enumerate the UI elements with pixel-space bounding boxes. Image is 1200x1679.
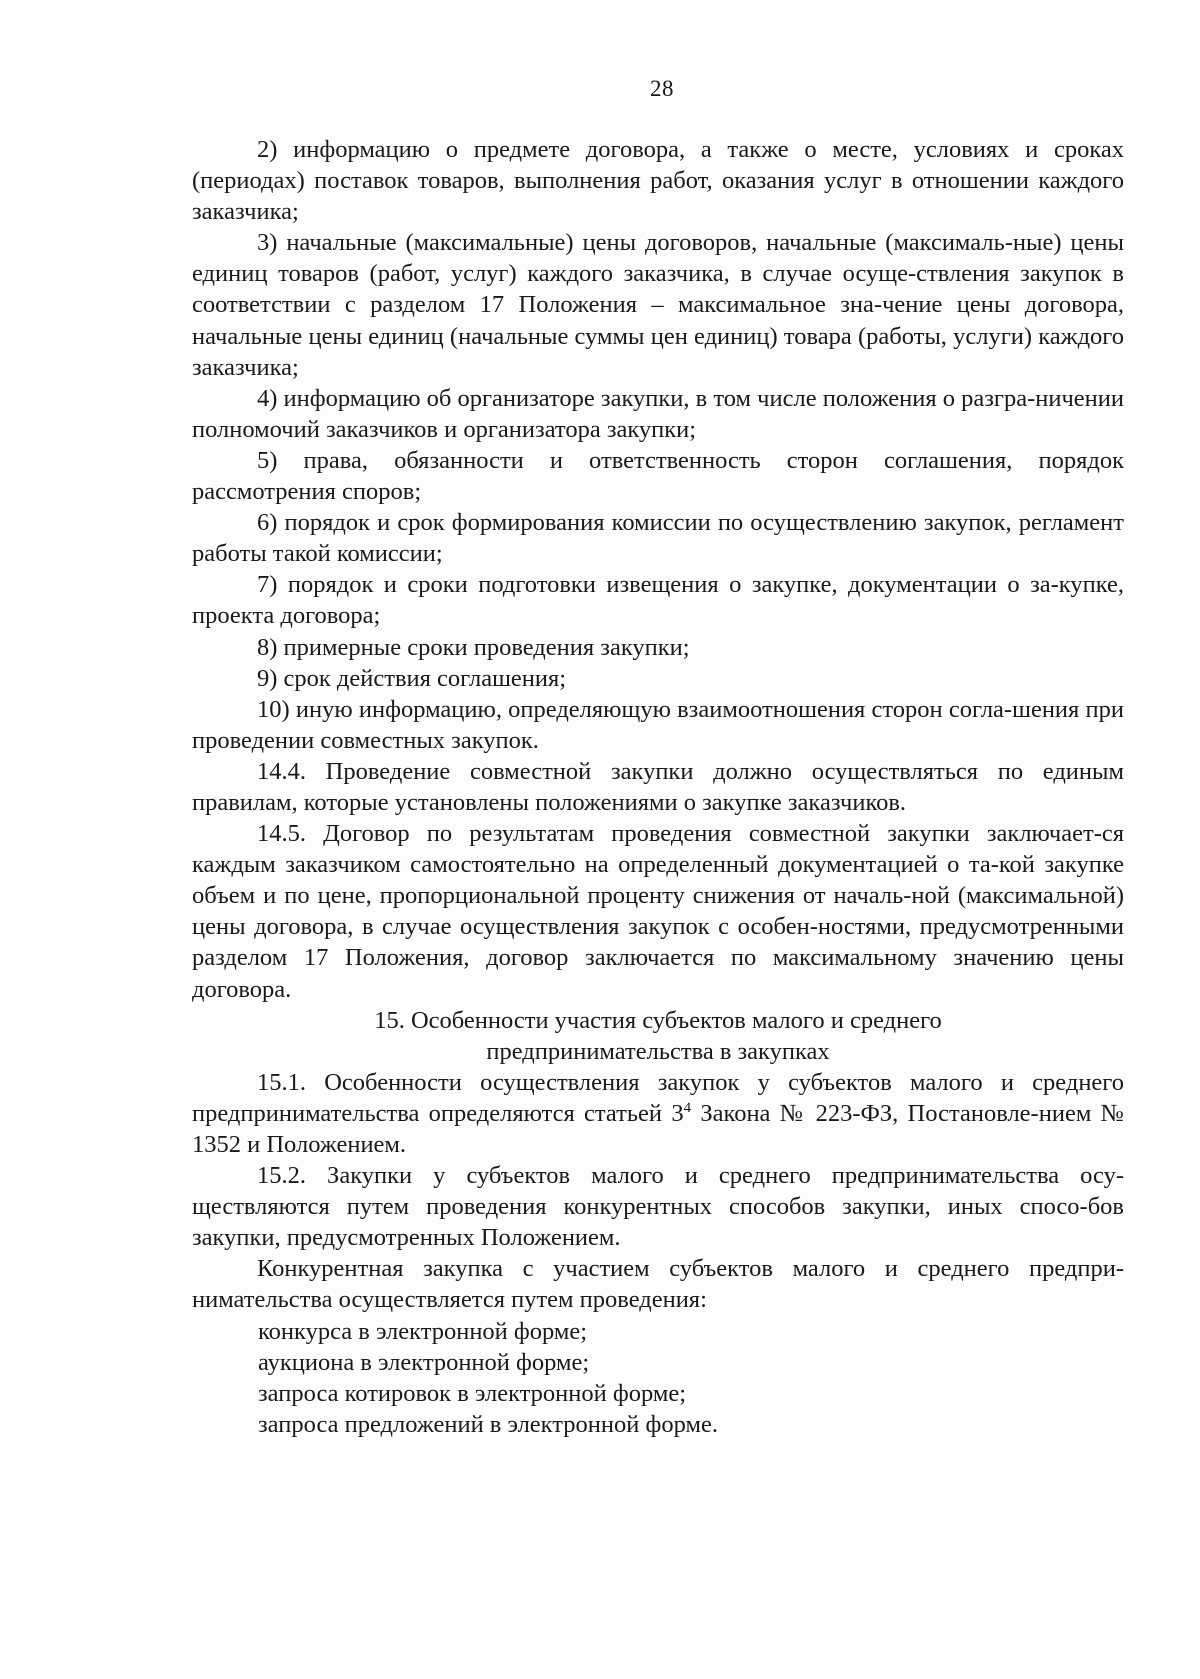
paragraph-item-6: 6) порядок и срок формирования комиссии по осуществлению закупок, регламент работы такой комиссии; [192, 509, 1124, 568]
page-number: 28 [650, 76, 674, 101]
paragraph-item-7: 7) порядок и сроки подготовки извещения о закупке, документации о за-купке, проекта договора; [192, 571, 1124, 630]
paragraph-15-1-text-start: 15.1. Особенности осуществления закупок у субъектов малого и среднего предпринимательства определяются статьей 3 [192, 1068, 1124, 1127]
paragraph-item-5: 5) права, обязанности и ответственность сторон соглашения, порядок рассмотрения споров; [192, 446, 1124, 506]
paragraph-14-5: 14.5. Договор по результатам проведения совместной закупки заключает-ся каждым заказчиком самостоятельно на определенный документацией о та-кой закупке объем и по цене, пропорциональной проценту снижения от началь-ной (максимальной) цены договора, в случае осуществления закупок с особен-ностями, предусмотренными разделом 17 Положения, договор заключается по максимальному значению цены договора. [192, 820, 1124, 1003]
article-superscript: 4 [683, 1099, 692, 1116]
paragraph-item-10: 10) иную информацию, определяющую взаимоотношения сторон согла-шения при проведении совместных закупок. [192, 695, 1124, 754]
paragraph-14-4: 14.4. Проведение совместной закупки должно осуществляться по единым правилам, которые установлены положениями о закупке заказчиков. [192, 757, 1124, 816]
list-item: конкурса в электронной форме; [258, 1317, 588, 1345]
section-15-heading [192, 1005, 1124, 1067]
paragraph-item-2: 2) информацию о предмете договора, а также о месте, условиях и сроках (периодах) поставок товаров, выполнения работ, оказания услуг в отношении каждого заказчика; [192, 136, 1124, 226]
paragraph-item-3: 3) начальные (максимальные) цены договоров, начальные (максималь-ные) цены единиц товаров (работ, услуг) каждого заказчика, в случае осуще-ствления закупок в соответствии с разделом 17 Положения – максимальное зна-чение цены договора, начальные цены единиц (начальные суммы цен единиц) товара (работы, услуги) каждого заказчика; [192, 229, 1124, 381]
list-item: запроса предложений в электронной форме. [258, 1410, 718, 1438]
paragraph-15-1 [192, 1067, 1124, 1160]
paragraph-competitive-procurement: Конкурентная закупка с участием субъектов малого и среднего предпри-нимательства осуществляется путем проведения: [192, 1255, 1124, 1314]
paragraph-15-2: 15.2. Закупки у субъектов малого и среднего предпринимательства осу-ществляются путем проведения конкурентных способов закупки, иных спосо-бов закупки, предусмотренных Положением. [192, 1162, 1124, 1252]
section-heading-line-2: предпринимательства в закупках [486, 1037, 830, 1065]
list-item: запроса котировок в электронной форме; [258, 1379, 687, 1407]
paragraph-15-1-text-end: Закона № 223-ФЗ, Постановле-нием № 1352 и Положением. [192, 1099, 1124, 1158]
paragraph-item-8: 8) примерные сроки проведения закупки; [257, 633, 690, 661]
paragraph-item-4: 4) информацию об организаторе закупки, в том числе положения о разгра-ничении полномочий заказчиков и организатора закупки; [192, 384, 1124, 443]
paragraph-item-9: 9) срок действия соглашения; [257, 664, 567, 692]
list-item: аукциона в электронной форме; [258, 1348, 590, 1376]
document-body [192, 134, 1124, 1440]
section-heading-line-1: 15. Особенности участия субъектов малого и среднего [374, 1006, 942, 1034]
